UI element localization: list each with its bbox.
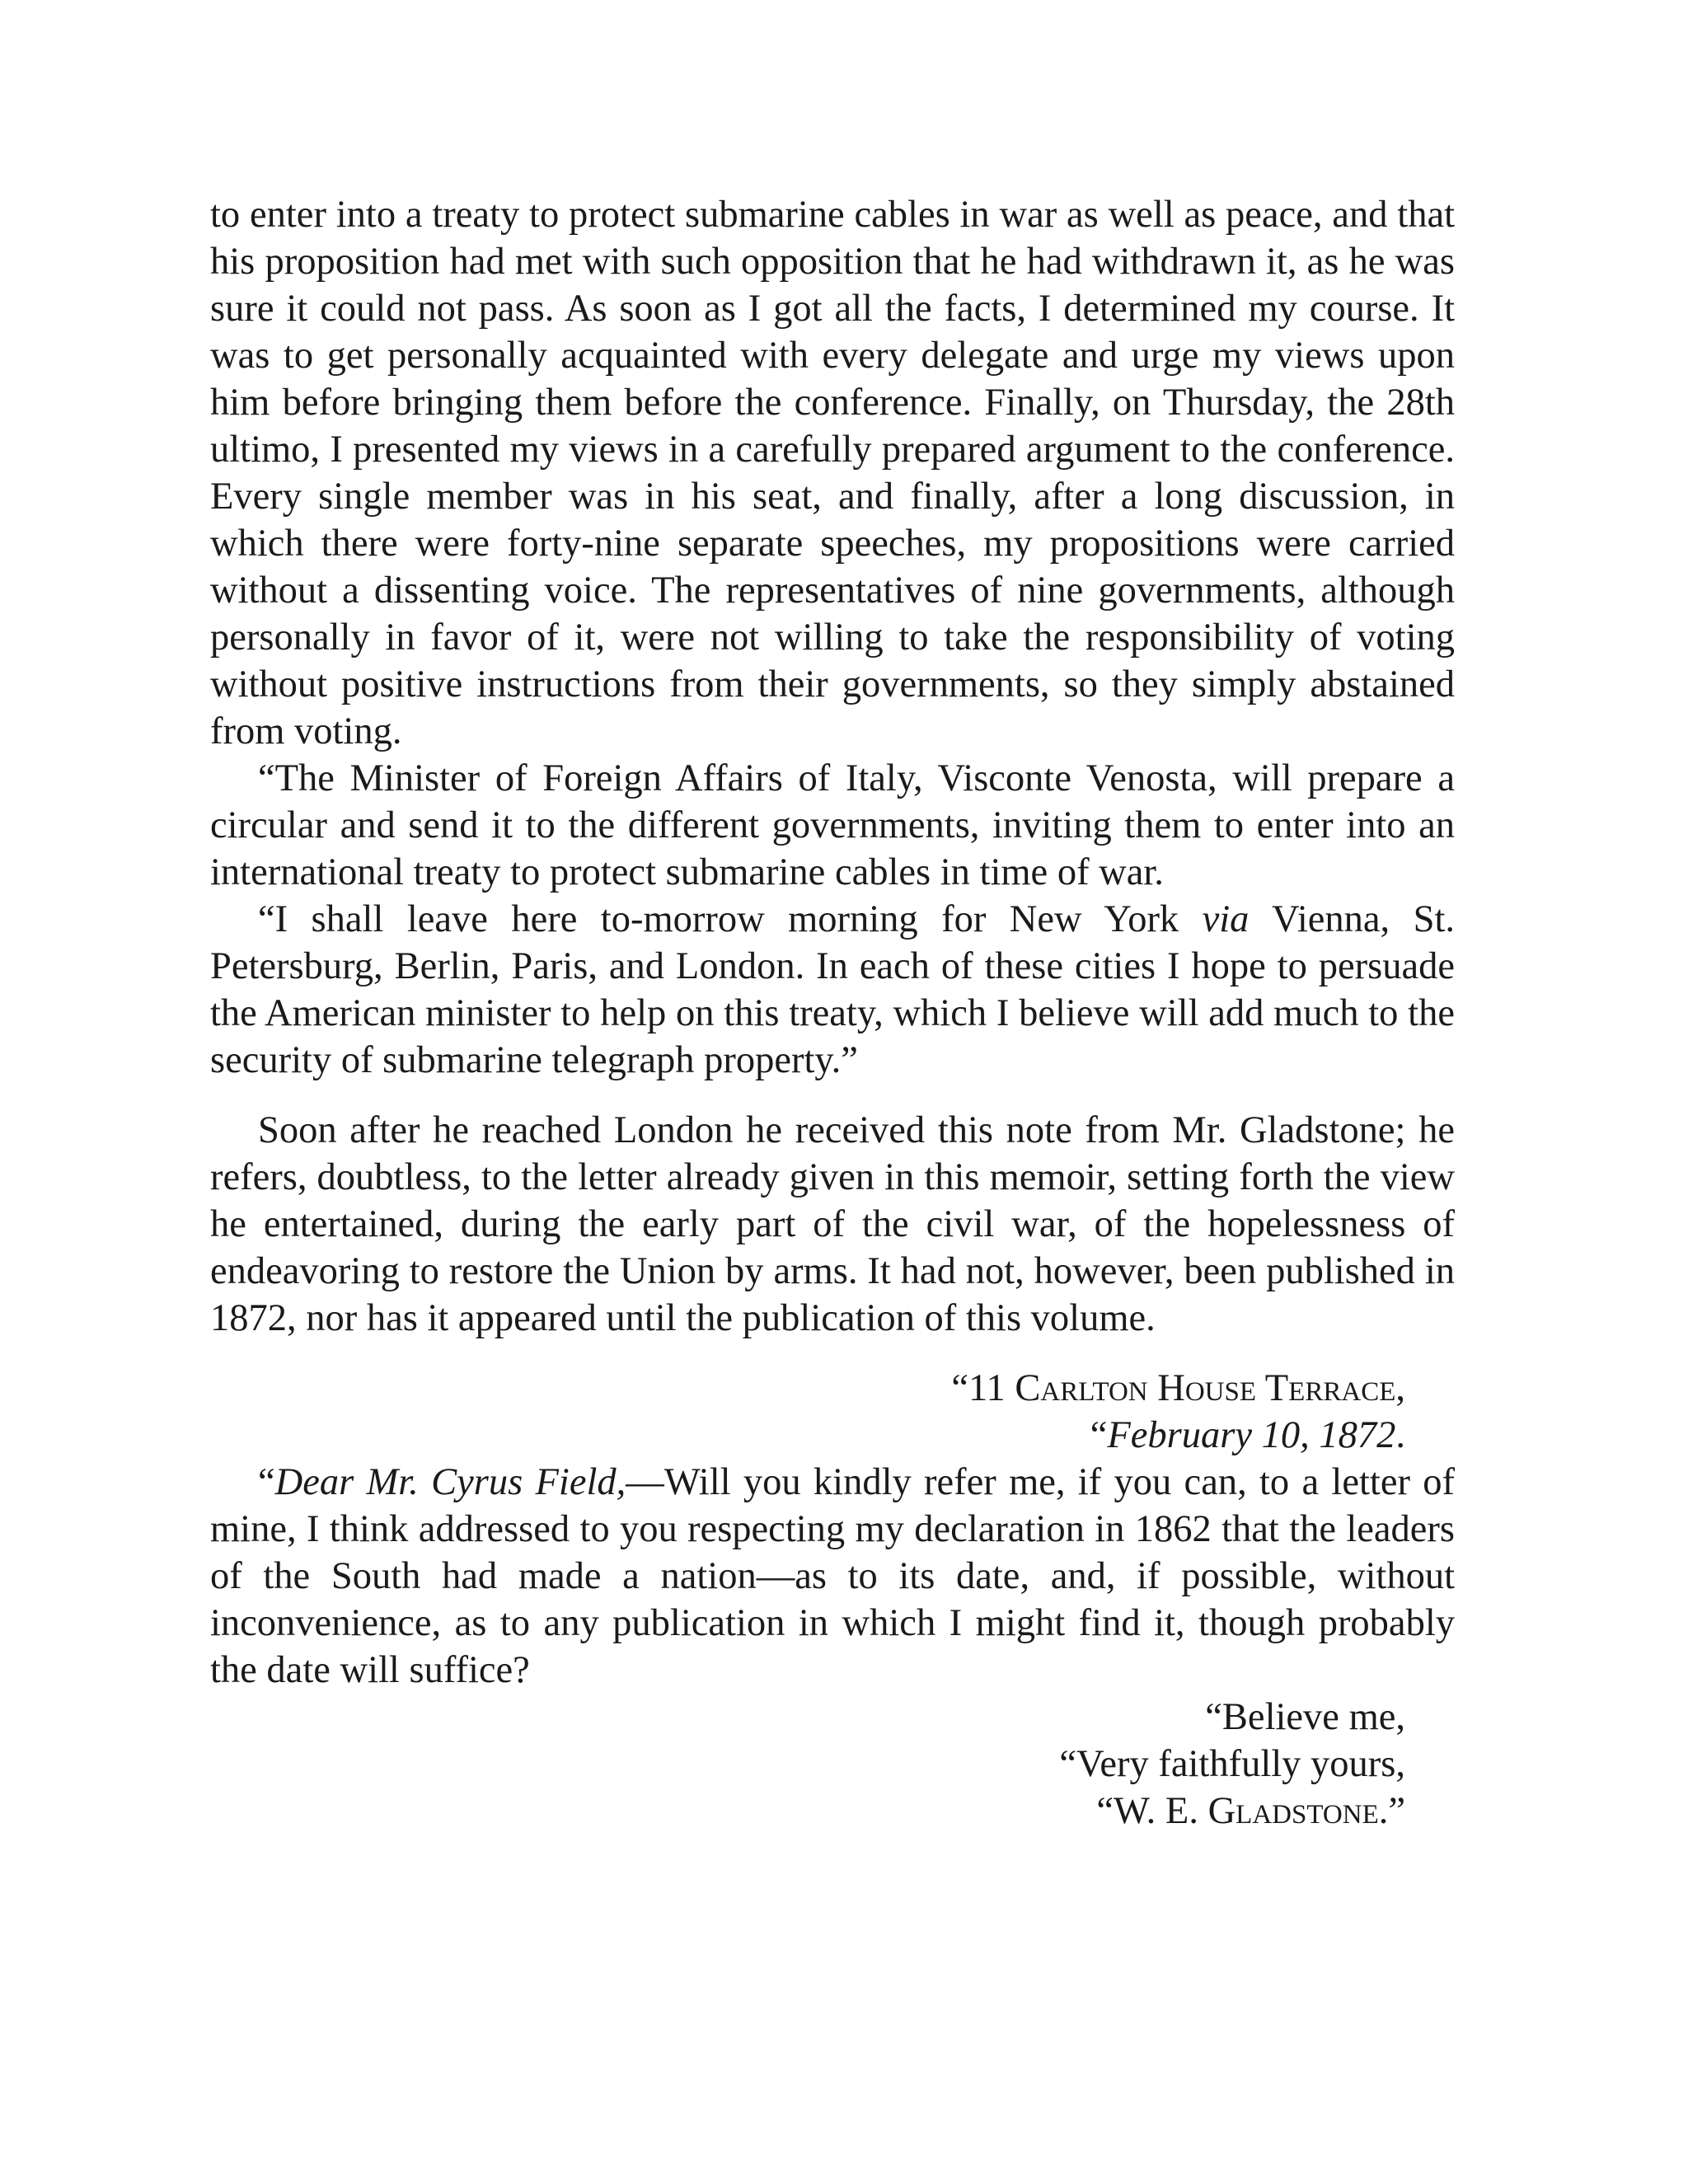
letter-date-prefix: “ <box>1090 1414 1108 1456</box>
letter-closing <box>210 1694 1455 1835</box>
departure-via: via <box>1202 898 1250 940</box>
departure-text-b: Vienna, St. Petersburg, Berlin, Paris, and London. In each of these cities I hope to persuade the American minister to help on this treaty, which I believe will add much to the security of submarine telegraph property.” <box>210 898 1455 1081</box>
letter-address-prefix: “11 <box>951 1367 1015 1409</box>
closing-believe-me: “Believe me, <box>1205 1696 1405 1738</box>
letter-body <box>210 1459 1455 1694</box>
letter-salutation-open: “ <box>258 1461 275 1503</box>
paragraph-departure <box>210 896 1455 1084</box>
signature-suffix: .” <box>1378 1790 1405 1832</box>
letter-address-text: Carlton House Terrace, <box>1015 1367 1405 1409</box>
letter-address <box>210 1365 1455 1412</box>
letter-date <box>210 1412 1455 1459</box>
closing-signature <box>210 1788 1405 1835</box>
departure-text-a: “I shall leave here to-morrow morning for New York <box>258 898 1203 940</box>
paragraph-minister-italy: “The Minister of Foreign Affairs of Italy, Visconte Venosta, will prepare a circular and send it to the different governments, inviting them to enter into an international treaty to protect submarine cables in time of war. <box>210 757 1455 893</box>
letter-body-text: —Will you kindly refer me, if you can, to a letter of mine, I think addressed to you respecting my declaration in 1862 that the leaders of the South had made a nation—as to its date, and, if possible, without inconvenience, as to any publication in which I might find it, though probably the date will suffice? <box>210 1461 1455 1691</box>
closing-faithfully: “Very faithfully yours, <box>1059 1743 1405 1785</box>
letter-date-text: February 10, 1872 <box>1107 1414 1396 1456</box>
signature-name: Gladstone <box>1207 1790 1379 1832</box>
signature-prefix: “W. E. <box>1096 1790 1208 1832</box>
letter-salutation: Dear Mr. Cyrus Field, <box>274 1461 626 1503</box>
letter-date-suffix: . <box>1395 1414 1405 1456</box>
page-body <box>210 191 1455 1835</box>
paragraph-gladstone-note: Soon after he reached London he received this note from Mr. Gladstone; he refers, doubtless, to the letter already given in this memoir, setting forth the view he entertained, during the early part of the civil war, of the hopelessness of endeavoring to restore the Union by arms. It had not, however, been published in 1872, nor has it appeared until the publication of this volume. <box>210 1109 1455 1339</box>
paragraph-treaty-conference: to enter into a treaty to protect submarine cables in war as well as peace, and that his proposition had met with such opposition that he had withdrawn it, as he was sure it could not pass. As soon as I got all the facts, I determined my course. It was to get personally acquainted with every delegate and urge my views upon him before bringing them before the conference. Finally, on Thursday, the 28th ultimo, I presented my views in a carefully prepared argument to the conference. Every single member was in his seat, and finally, after a long discussion, in which there were forty-nine separate speeches, my propositions were carried without a dissenting voice. The representatives of nine governments, although personally in favor of it, were not willing to take the responsibility of voting without positive instructions from their governments, so they simply abstained from voting. <box>210 194 1455 752</box>
